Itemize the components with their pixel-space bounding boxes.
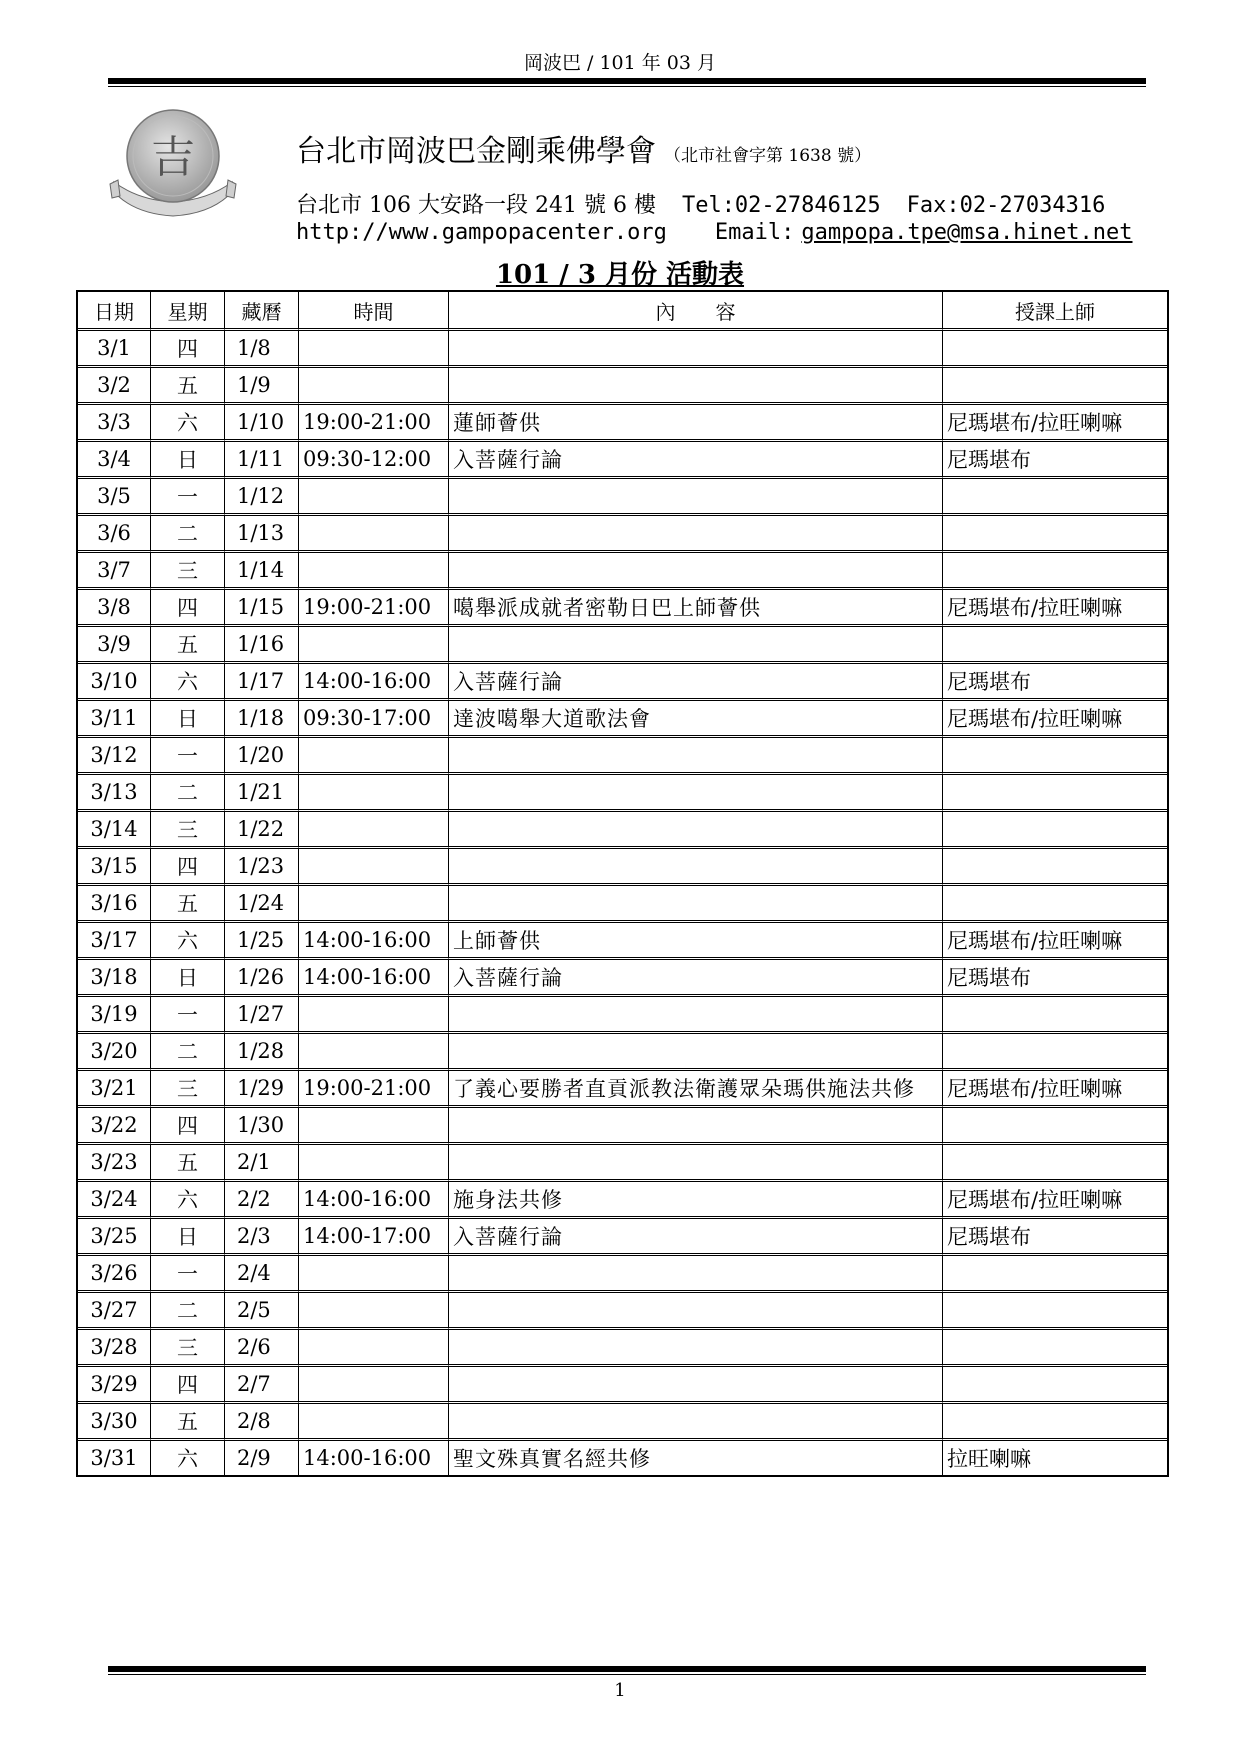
cell-teacher <box>943 812 1167 849</box>
cell-teacher <box>943 368 1167 405</box>
cell-teacher <box>943 1404 1167 1441</box>
cell-teacher <box>943 1034 1167 1071</box>
cell-content: 噶舉派成就者密勒日巴上師薈供 <box>449 590 943 627</box>
column-header-lunar: 藏曆 <box>225 292 299 331</box>
table-row <box>78 516 1167 553</box>
fax: Fax:02-27034316 <box>906 193 1106 218</box>
table-row <box>78 812 1167 849</box>
table-row <box>78 960 1167 997</box>
cell-teacher: 尼瑪堪布/拉旺喇嘛 <box>943 1182 1167 1219</box>
cell-teacher <box>943 1256 1167 1293</box>
cell-date: 3/4 <box>78 442 151 479</box>
cell-lunar: 1/21 <box>225 775 299 812</box>
cell-content <box>449 738 943 775</box>
cell-lunar: 2/1 <box>225 1145 299 1182</box>
table-row <box>78 1404 1167 1441</box>
cell-date: 3/17 <box>78 923 151 960</box>
cell-content <box>449 1256 943 1293</box>
cell-content <box>449 775 943 812</box>
cell-weekday: 六 <box>151 405 225 442</box>
cell-weekday: 二 <box>151 1034 225 1071</box>
cell-teacher: 尼瑪堪布 <box>943 664 1167 701</box>
cell-teacher <box>943 1293 1167 1330</box>
cell-time <box>299 479 449 516</box>
cell-content <box>449 1145 943 1182</box>
cell-time: 09:30-17:00 <box>299 701 449 738</box>
organization-logo-icon <box>108 104 238 224</box>
cell-content <box>449 1404 943 1441</box>
cell-date: 3/15 <box>78 849 151 886</box>
table-row <box>78 1441 1167 1475</box>
cell-time <box>299 553 449 590</box>
cell-weekday: 一 <box>151 1256 225 1293</box>
cell-date: 3/23 <box>78 1145 151 1182</box>
cell-content: 了義心要勝者直貢派教法衛護眾朵瑪供施法共修 <box>449 1071 943 1108</box>
cell-weekday: 一 <box>151 738 225 775</box>
table-row <box>78 1256 1167 1293</box>
cell-teacher: 尼瑪堪布/拉旺喇嘛 <box>943 405 1167 442</box>
cell-content <box>449 1293 943 1330</box>
cell-date: 3/26 <box>78 1256 151 1293</box>
cell-weekday: 五 <box>151 1404 225 1441</box>
cell-date: 3/24 <box>78 1182 151 1219</box>
cell-content: 蓮師薈供 <box>449 405 943 442</box>
cell-time <box>299 1330 449 1367</box>
cell-teacher: 尼瑪堪布/拉旺喇嘛 <box>943 923 1167 960</box>
cell-time <box>299 849 449 886</box>
cell-teacher: 拉旺喇嘛 <box>947 1447 1031 1471</box>
cell-time: 14:00-16:00 <box>299 664 449 701</box>
cell-lunar: 2/8 <box>225 1404 299 1441</box>
cell-lunar: 1/11 <box>225 442 299 479</box>
cell-time: 14:00-16:00 <box>299 1441 449 1475</box>
cell-teacher <box>943 997 1167 1034</box>
cell-weekday: 日 <box>151 701 225 738</box>
cell-time <box>299 1367 449 1404</box>
table-row <box>78 1219 1167 1256</box>
cell-weekday: 三 <box>151 1330 225 1367</box>
cell-teacher <box>943 516 1167 553</box>
cell-time: 14:00-16:00 <box>299 923 449 960</box>
cell-time <box>299 516 449 553</box>
cell-lunar: 1/16 <box>225 627 299 664</box>
cell-teacher <box>943 331 1167 368</box>
cell-time: 19:00-21:00 <box>299 590 449 627</box>
cell-teacher <box>943 1108 1167 1145</box>
cell-date: 3/31 <box>78 1441 151 1475</box>
cell-date: 3/30 <box>78 1404 151 1441</box>
cell-weekday: 日 <box>151 960 225 997</box>
table-row <box>78 849 1167 886</box>
cell-weekday: 一 <box>151 997 225 1034</box>
cell-date: 3/10 <box>78 664 151 701</box>
cell-time: 19:00-21:00 <box>299 405 449 442</box>
cell-lunar: 2/4 <box>225 1256 299 1293</box>
organization-name <box>296 126 871 170</box>
table-row <box>78 590 1167 627</box>
cell-time <box>299 368 449 405</box>
cell-time <box>299 738 449 775</box>
cell-lunar: 1/15 <box>225 590 299 627</box>
cell-weekday: 四 <box>151 1367 225 1404</box>
cell-date: 3/27 <box>78 1293 151 1330</box>
cell-teacher: 尼瑪堪布/拉旺喇嘛 <box>943 590 1167 627</box>
cell-weekday: 六 <box>151 664 225 701</box>
cell-lunar: 1/22 <box>225 812 299 849</box>
cell-lunar: 1/28 <box>225 1034 299 1071</box>
cell-date: 3/21 <box>78 1071 151 1108</box>
cell-date: 3/13 <box>78 775 151 812</box>
cell-lunar: 1/10 <box>225 405 299 442</box>
cell-teacher <box>943 1145 1167 1182</box>
cell-time <box>299 812 449 849</box>
cell-content <box>449 849 943 886</box>
cell-weekday: 五 <box>151 368 225 405</box>
schedule-table <box>76 290 1169 1477</box>
cell-date: 3/7 <box>78 553 151 590</box>
cell-content <box>449 812 943 849</box>
cell-lunar: 1/30 <box>225 1108 299 1145</box>
cell-time <box>299 1256 449 1293</box>
cell-weekday: 六 <box>151 1182 225 1219</box>
cell-lunar: 2/7 <box>225 1367 299 1404</box>
cell-teacher <box>943 627 1167 664</box>
table-row <box>78 997 1167 1034</box>
cell-content: 入菩薩行論 <box>449 664 943 701</box>
table-row <box>78 553 1167 590</box>
cell-time: 14:00-16:00 <box>299 1182 449 1219</box>
cell-lunar: 1/29 <box>225 1071 299 1108</box>
cell-time <box>299 331 449 368</box>
column-header-weekday: 星期 <box>151 292 225 331</box>
organization-contact <box>296 188 1105 219</box>
table-row <box>78 1330 1167 1367</box>
cell-weekday: 二 <box>151 1293 225 1330</box>
cell-content: 入菩薩行論 <box>449 442 943 479</box>
cell-lunar: 1/17 <box>225 664 299 701</box>
cell-lunar: 1/26 <box>225 960 299 997</box>
cell-lunar: 1/18 <box>225 701 299 738</box>
page-header: 岡波巴 / 101 年 03 月 <box>523 52 717 74</box>
cell-date: 3/22 <box>78 1108 151 1145</box>
table-row <box>78 405 1167 442</box>
email-link[interactable]: gampopa.tpe@msa.hinet.net <box>801 220 1133 245</box>
cell-date: 3/11 <box>78 701 151 738</box>
page-number: 1 <box>614 1680 626 1701</box>
cell-content <box>449 1108 943 1145</box>
table-row <box>78 479 1167 516</box>
cell-date: 3/20 <box>78 1034 151 1071</box>
organization-web <box>296 220 1133 245</box>
cell-weekday: 五 <box>151 886 225 923</box>
cell-content <box>449 997 943 1034</box>
table-row <box>78 442 1167 479</box>
email-label: Email: <box>714 220 795 245</box>
column-header-time: 時間 <box>299 292 449 331</box>
cell-time <box>299 886 449 923</box>
cell-date: 3/8 <box>78 590 151 627</box>
column-header-teacher: 授課上師 <box>943 292 1167 331</box>
table-row <box>78 738 1167 775</box>
cell-time <box>299 1404 449 1441</box>
cell-content: 入菩薩行論 <box>449 960 943 997</box>
cell-content <box>449 516 943 553</box>
cell-teacher <box>943 1367 1167 1404</box>
table-row <box>78 368 1167 405</box>
header-rule-thick <box>108 78 1146 84</box>
cell-weekday: 三 <box>151 812 225 849</box>
table-row <box>78 664 1167 701</box>
organization-name-text: 台北市岡波巴金剛乘佛學會 <box>296 134 656 169</box>
cell-weekday: 五 <box>151 1145 225 1182</box>
cell-weekday: 二 <box>151 775 225 812</box>
cell-time: 14:00-16:00 <box>299 960 449 997</box>
cell-content <box>449 627 943 664</box>
table-row <box>78 627 1167 664</box>
table-row <box>78 886 1167 923</box>
cell-teacher: 尼瑪堪布 <box>943 442 1167 479</box>
cell-date: 3/14 <box>78 812 151 849</box>
logo-glyph: 吉 <box>151 132 195 183</box>
cell-date: 3/18 <box>78 960 151 997</box>
address: 台北市 106 大安路一段 241 號 6 樓 <box>296 193 656 218</box>
cell-content <box>449 368 943 405</box>
cell-lunar: 1/13 <box>225 516 299 553</box>
cell-weekday: 四 <box>151 849 225 886</box>
cell-time: 19:00-21:00 <box>299 1071 449 1108</box>
cell-lunar: 1/23 <box>225 849 299 886</box>
cell-time <box>299 997 449 1034</box>
cell-lunar: 2/2 <box>225 1182 299 1219</box>
website-link[interactable]: http://www.gampopacenter.org <box>296 220 667 245</box>
cell-date: 3/9 <box>78 627 151 664</box>
cell-weekday: 四 <box>151 1108 225 1145</box>
cell-teacher <box>943 479 1167 516</box>
cell-content: 達波噶舉大道歌法會 <box>449 701 943 738</box>
cell-lunar: 1/24 <box>225 886 299 923</box>
cell-weekday: 一 <box>151 479 225 516</box>
cell-teacher <box>943 553 1167 590</box>
cell-content: 施身法共修 <box>449 1182 943 1219</box>
cell-content <box>449 1367 943 1404</box>
schedule-title: 101 / 3 月份 活動表 <box>495 260 745 290</box>
table-row <box>78 1108 1167 1145</box>
footer-rule-thick <box>108 1666 1146 1672</box>
table-row <box>78 923 1167 960</box>
cell-weekday: 六 <box>151 923 225 960</box>
cell-date: 3/1 <box>78 331 151 368</box>
cell-lunar: 2/6 <box>225 1330 299 1367</box>
cell-date: 3/19 <box>78 997 151 1034</box>
cell-teacher <box>943 775 1167 812</box>
table-row <box>78 1293 1167 1330</box>
cell-content <box>449 479 943 516</box>
cell-teacher: 尼瑪堪布 <box>943 960 1167 997</box>
cell-teacher <box>943 1330 1167 1367</box>
cell-date: 3/3 <box>78 405 151 442</box>
cell-content <box>449 886 943 923</box>
cell-time <box>299 627 449 664</box>
cell-time <box>299 775 449 812</box>
cell-weekday: 日 <box>151 1219 225 1256</box>
cell-content: 上師薈供 <box>449 923 943 960</box>
cell-lunar: 2/9 <box>225 1441 299 1475</box>
table-row <box>78 1034 1167 1071</box>
cell-weekday: 二 <box>151 516 225 553</box>
cell-lunar: 1/25 <box>225 923 299 960</box>
cell-teacher: 尼瑪堪布/拉旺喇嘛 <box>943 701 1167 738</box>
cell-weekday: 四 <box>151 590 225 627</box>
registration-number: （北市社會字第 1638 號） <box>664 146 872 166</box>
cell-date: 3/2 <box>78 368 151 405</box>
table-row <box>78 1367 1167 1404</box>
cell-content: 聖文殊真實名經共修 <box>449 1441 943 1475</box>
footer-rule-thin <box>108 1674 1146 1675</box>
cell-content: 入菩薩行論 <box>449 1219 943 1256</box>
cell-time: 09:30-12:00 <box>299 442 449 479</box>
cell-teacher: 尼瑪堪布/拉旺喇嘛 <box>943 1071 1167 1108</box>
cell-date: 3/28 <box>78 1330 151 1367</box>
cell-time <box>299 1145 449 1182</box>
table-row <box>78 701 1167 738</box>
column-header-date: 日期 <box>78 292 151 331</box>
schedule-body <box>78 331 1167 1475</box>
cell-lunar: 1/14 <box>225 553 299 590</box>
cell-time <box>299 1108 449 1145</box>
cell-teacher <box>943 849 1167 886</box>
cell-time <box>299 1034 449 1071</box>
table-header-row <box>78 292 1167 331</box>
cell-content <box>449 1034 943 1071</box>
telephone: Tel:02-27846125 <box>681 193 881 218</box>
cell-lunar: 1/8 <box>225 331 299 368</box>
cell-weekday: 三 <box>151 1071 225 1108</box>
cell-teacher <box>943 738 1167 775</box>
header-rule-thin <box>108 86 1146 87</box>
cell-weekday: 三 <box>151 553 225 590</box>
cell-lunar: 1/12 <box>225 479 299 516</box>
table-row <box>78 331 1167 368</box>
cell-lunar: 1/20 <box>225 738 299 775</box>
cell-lunar: 2/5 <box>225 1293 299 1330</box>
cell-weekday: 六 <box>151 1441 225 1475</box>
cell-time <box>299 1293 449 1330</box>
cell-date: 3/12 <box>78 738 151 775</box>
table-row <box>78 1145 1167 1182</box>
cell-weekday: 日 <box>151 442 225 479</box>
cell-time: 14:00-17:00 <box>299 1219 449 1256</box>
cell-date: 3/5 <box>78 479 151 516</box>
cell-teacher <box>943 886 1167 923</box>
cell-weekday: 五 <box>151 627 225 664</box>
cell-lunar: 2/3 <box>225 1219 299 1256</box>
table-row <box>78 1071 1167 1108</box>
cell-date: 3/29 <box>78 1367 151 1404</box>
cell-date: 3/16 <box>78 886 151 923</box>
column-header-content: 內 容 <box>449 292 943 331</box>
cell-lunar: 1/27 <box>225 997 299 1034</box>
table-row <box>78 775 1167 812</box>
cell-lunar: 1/9 <box>225 368 299 405</box>
cell-teacher: 尼瑪堪布 <box>943 1219 1167 1256</box>
cell-content <box>449 1330 943 1367</box>
cell-date: 3/6 <box>78 516 151 553</box>
cell-content <box>449 331 943 368</box>
cell-weekday: 四 <box>151 331 225 368</box>
table-row <box>78 1182 1167 1219</box>
cell-date: 3/25 <box>78 1219 151 1256</box>
cell-content <box>449 553 943 590</box>
